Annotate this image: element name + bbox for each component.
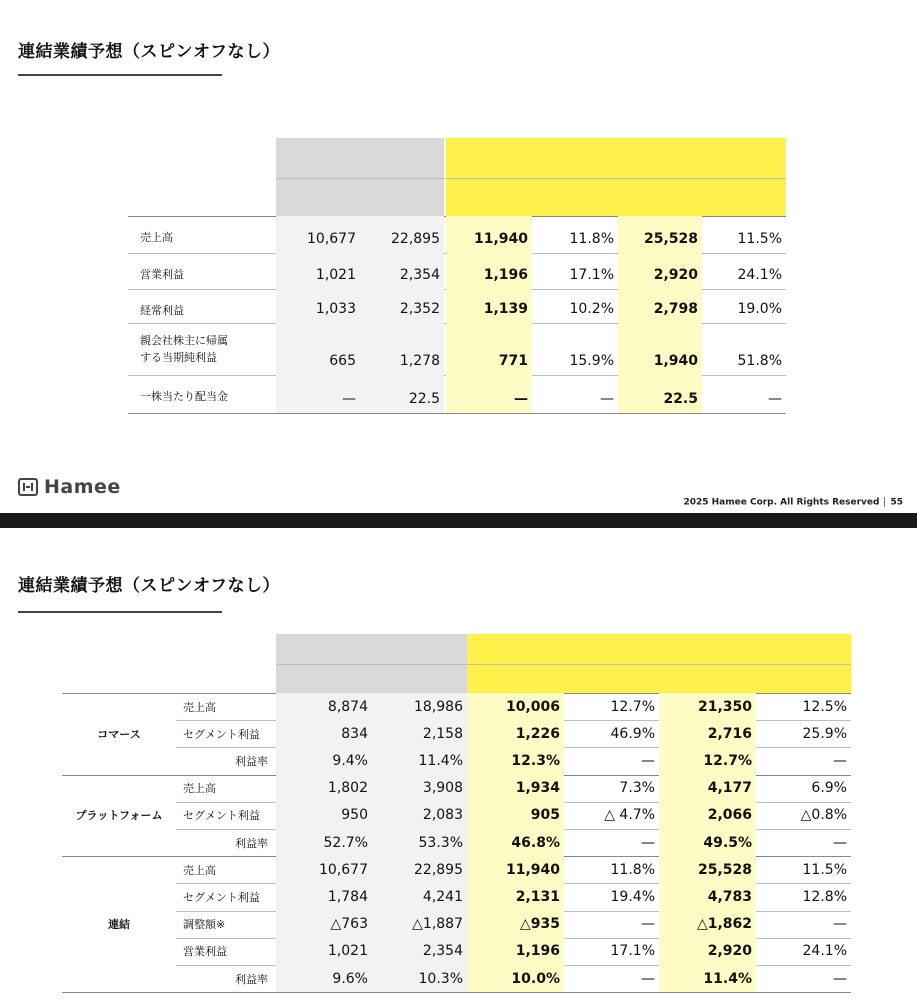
unit-label — [130, 148, 230, 164]
table-cell: 11.4% — [659, 965, 756, 992]
table-cell: 10,677 — [276, 856, 372, 883]
row-label-line: 経常利益 — [140, 304, 184, 317]
table-cell: 1,139 — [446, 289, 532, 323]
table-cell: 10.0% — [467, 965, 564, 992]
table-cell: 22,895 — [360, 216, 444, 253]
title-underline — [18, 611, 222, 613]
table-cell: 2,131 — [467, 883, 564, 910]
table-cell: — — [833, 916, 847, 933]
table-cell: 25,528 — [659, 856, 756, 883]
table-cell: 49.5% — [659, 829, 756, 856]
table-cell: 19.0% — [737, 301, 782, 317]
table-cell: 665 — [276, 323, 360, 375]
table-cell: — — [641, 752, 655, 769]
segment-header — [130, 189, 270, 207]
logo-text: Hamee — [44, 476, 121, 498]
table-cell: △1,862 — [659, 911, 756, 938]
table-cell: 12.7% — [610, 698, 655, 715]
table-cell: — — [641, 916, 655, 933]
column-header — [467, 664, 564, 693]
table-cell: — — [833, 970, 847, 987]
table-cell: 2,352 — [360, 289, 444, 323]
table-cell: 12.8% — [802, 888, 847, 905]
table-cell: — — [833, 834, 847, 851]
column-header — [659, 664, 756, 693]
slide-56 — [0, 528, 917, 1003]
table-cell: 771 — [446, 323, 532, 375]
table-cell: 17.1% — [569, 267, 614, 283]
table-cell: 10,677 — [276, 216, 360, 253]
table-cell: 11,940 — [446, 216, 532, 253]
row-label — [140, 253, 270, 289]
table-cell: 1,196 — [446, 253, 532, 289]
row-label: 調整額※ — [183, 918, 226, 932]
group-header-forecast — [446, 138, 786, 178]
table-cell: 1,021 — [276, 938, 372, 965]
column-header — [276, 664, 372, 693]
row-label-line: 親会社株主に帰属 — [140, 334, 228, 347]
table-cell: 11,940 — [467, 856, 564, 883]
table-cell: 905 — [467, 802, 564, 829]
table-cell: △0.8% — [800, 807, 847, 824]
hamee-logo — [18, 476, 121, 498]
hamee-logo-icon — [18, 478, 38, 496]
table-cell: 1,033 — [276, 289, 360, 323]
table-cell: 4,783 — [659, 883, 756, 910]
table-cell: 12.3% — [467, 747, 564, 774]
group-header-forecast — [467, 634, 851, 664]
table-cell: — — [276, 375, 360, 413]
table-cell: 12.5% — [802, 698, 847, 715]
table-cell: △ 4.7% — [604, 807, 655, 824]
row-label-line: する当期純利益 — [140, 351, 217, 364]
slide-title: 連結業績予想（スピンオフなし） — [18, 42, 280, 62]
table-cell: 10.2% — [569, 301, 614, 317]
table-cell: 11.5% — [802, 861, 847, 878]
table-cell: 3,908 — [372, 775, 467, 802]
title-underline — [18, 74, 222, 76]
table-cell: 11.8% — [569, 231, 614, 247]
table-cell: — — [446, 375, 532, 413]
row-label: 売上高 — [183, 863, 216, 877]
table-cell: 9.4% — [276, 747, 372, 774]
slide-title: 連結業績予想（スピンオフなし） — [18, 576, 280, 596]
table-cell: △763 — [276, 911, 372, 938]
table-cell: 11.4% — [372, 747, 467, 774]
table-cell: △935 — [467, 911, 564, 938]
row-label: 利益率 — [235, 754, 268, 768]
column-header — [372, 664, 467, 693]
row-label-line: 営業利益 — [140, 268, 184, 281]
segment-name: コマース — [97, 727, 141, 741]
table-cell: — — [641, 834, 655, 851]
row-label-line: 一株当たり配当金 — [140, 390, 228, 403]
table-cell: 2,920 — [618, 253, 702, 289]
table-cell: 1,802 — [276, 775, 372, 802]
table-cell: 7.3% — [619, 780, 655, 797]
column-header — [702, 178, 786, 216]
column-header — [756, 664, 851, 693]
table-cell: 8,874 — [276, 693, 372, 720]
table-cell: 10,006 — [467, 693, 564, 720]
row-label: 売上高 — [183, 700, 216, 714]
table-cell: 1,226 — [467, 720, 564, 747]
table-cell: 24.1% — [802, 943, 847, 960]
table-cell: 2,920 — [659, 938, 756, 965]
table-cell: 4,177 — [659, 775, 756, 802]
table-cell: 1,021 — [276, 253, 360, 289]
table-cell: — — [600, 391, 614, 407]
row-label — [140, 216, 270, 253]
table-cell: 25,528 — [618, 216, 702, 253]
table-cell: 2,798 — [618, 289, 702, 323]
row-label: 利益率 — [235, 972, 268, 986]
page-number: 55 — [890, 497, 903, 508]
row-divider — [62, 992, 851, 993]
table-cell: 22.5 — [360, 375, 444, 413]
table-cell: 21,350 — [659, 693, 756, 720]
row-label: 営業利益 — [183, 945, 227, 959]
segment-name: プラットフォーム — [75, 809, 163, 823]
table-cell: 18,986 — [372, 693, 467, 720]
table-cell: 22,895 — [372, 856, 467, 883]
table-cell: — — [833, 752, 847, 769]
table-cell: 950 — [276, 802, 372, 829]
table-cell: 2,354 — [372, 938, 467, 965]
column-header — [532, 178, 618, 216]
table-cell: 11.5% — [737, 231, 782, 247]
slide-divider — [0, 513, 917, 528]
segment-header — [64, 674, 204, 692]
table-cell: 2,716 — [659, 720, 756, 747]
column-header — [360, 178, 444, 216]
table-cell: 2,354 — [360, 253, 444, 289]
table-cell: 1,784 — [276, 883, 372, 910]
table-cell: 9.6% — [276, 965, 372, 992]
column-header — [446, 178, 532, 216]
table-cell: 51.8% — [737, 353, 782, 369]
row-label — [140, 375, 270, 413]
table-cell: — — [641, 970, 655, 987]
table-cell: 17.1% — [610, 943, 655, 960]
row-divider — [276, 178, 786, 179]
row-label — [140, 289, 270, 323]
row-label: 売上高 — [183, 782, 216, 796]
column-header — [618, 178, 702, 216]
table-cell: 10.3% — [372, 965, 467, 992]
table-cell: 2,066 — [659, 802, 756, 829]
table-cell: 53.3% — [372, 829, 467, 856]
table-cell: 15.9% — [569, 353, 614, 369]
row-label-line: 売上高 — [140, 231, 173, 244]
table-cell: 52.7% — [276, 829, 372, 856]
table-cell: 834 — [276, 720, 372, 747]
table-cell: 4,241 — [372, 883, 467, 910]
table-cell: 12.7% — [659, 747, 756, 774]
column-header — [564, 664, 659, 693]
row-label: 利益率 — [235, 836, 268, 850]
table-cell: 2,083 — [372, 802, 467, 829]
table-cell: △1,887 — [372, 911, 467, 938]
table-cell: 19.4% — [610, 888, 655, 905]
row-label — [140, 323, 270, 375]
table-cell: 1,934 — [467, 775, 564, 802]
footer — [683, 497, 903, 508]
table-cell: 25.9% — [802, 725, 847, 742]
segment-name: 連結 — [108, 918, 130, 932]
table-cell: 1,278 — [360, 323, 444, 375]
table-cell: 1,940 — [618, 323, 702, 375]
table-cell: 22.5 — [618, 375, 702, 413]
table-cell: — — [768, 391, 782, 407]
row-label: セグメント利益 — [183, 809, 260, 823]
table-cell: 11.8% — [610, 861, 655, 878]
table-cell: 24.1% — [737, 267, 782, 283]
table-cell: 6.9% — [811, 780, 847, 797]
table-cell: 46.9% — [610, 725, 655, 742]
group-header-actual — [276, 138, 444, 178]
table-cell: 1,196 — [467, 938, 564, 965]
group-header-actual — [276, 634, 467, 664]
row-label: セグメント利益 — [183, 727, 260, 741]
copyright-text: 2025 Hamee Corp. All Rights Reserved — [683, 497, 880, 508]
table-cell: 46.8% — [467, 829, 564, 856]
row-divider — [128, 413, 786, 414]
unit-label — [64, 641, 164, 657]
row-divider — [276, 664, 851, 665]
column-header — [276, 178, 360, 216]
table-cell: 2,158 — [372, 720, 467, 747]
row-label: セグメント利益 — [183, 890, 260, 904]
